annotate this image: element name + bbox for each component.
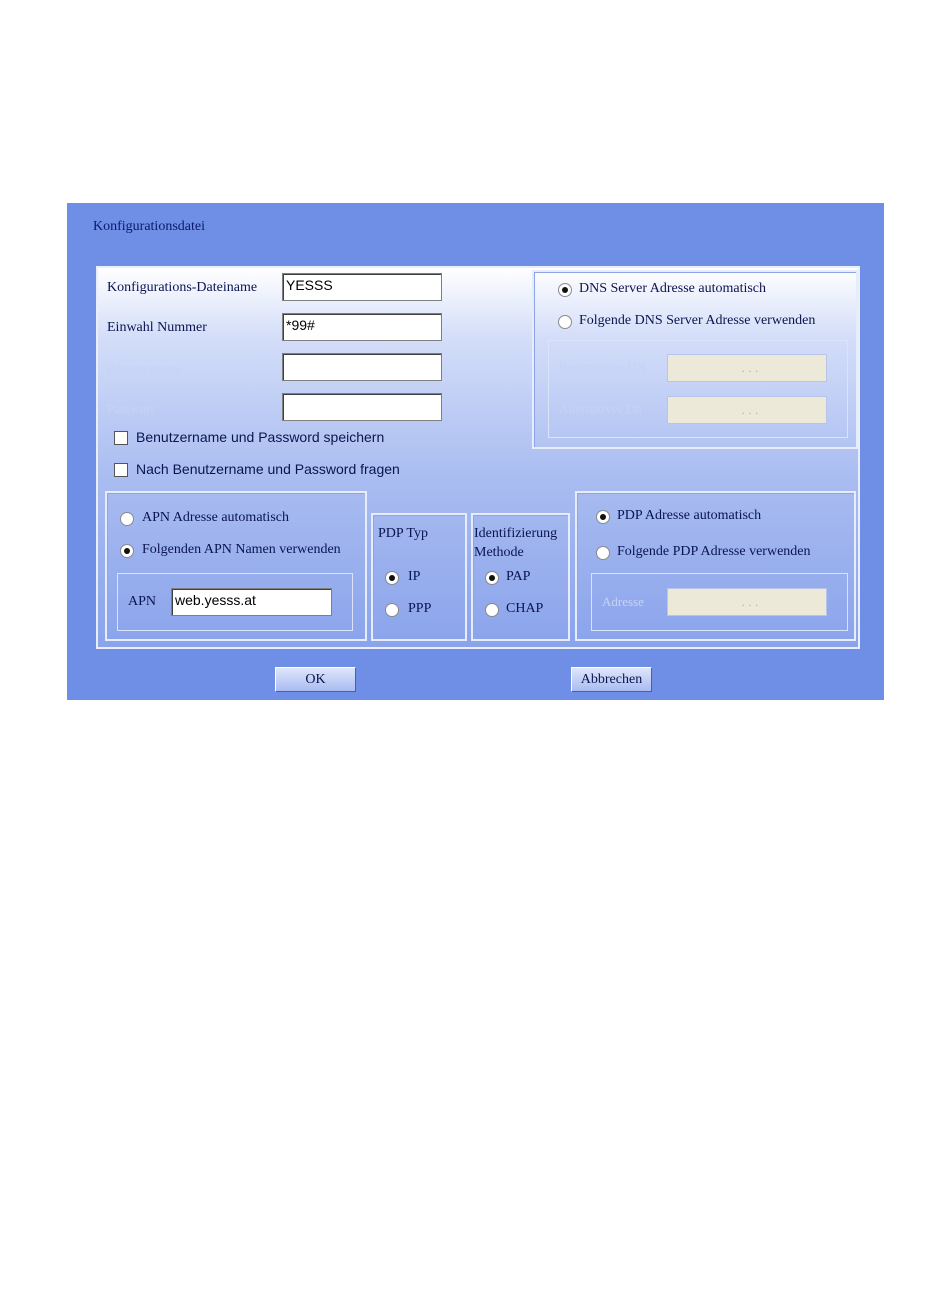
pdp-ppp-label: PPP bbox=[408, 601, 432, 616]
apn-input[interactable]: web.yesss.at bbox=[171, 588, 332, 616]
ok-button[interactable]: OK bbox=[275, 667, 356, 692]
password-input[interactable] bbox=[282, 393, 442, 421]
pdp-address-manual-radio[interactable] bbox=[596, 546, 610, 560]
pdp-type-group bbox=[371, 513, 467, 641]
pdp-ip-label: IP bbox=[408, 569, 421, 584]
apn-label: APN bbox=[128, 594, 157, 609]
dns-auto-label: DNS Server Adresse automatisch bbox=[579, 281, 767, 296]
dns-auto-radio[interactable] bbox=[558, 283, 572, 297]
pdp-ip-radio[interactable] bbox=[385, 571, 399, 585]
pdp-address-auto-label: PDP Adresse automatisch bbox=[617, 508, 762, 523]
config-dialog bbox=[67, 203, 884, 700]
apn-auto-label: APN Adresse automatisch bbox=[142, 510, 289, 525]
pdp-address-input[interactable] bbox=[667, 588, 827, 616]
save-credentials-label: Benutzername und Password speichern bbox=[136, 429, 385, 445]
pdp-address-box bbox=[591, 573, 848, 631]
auth-pap-radio[interactable] bbox=[485, 571, 499, 585]
config-name-label: Konfigurations-Dateiname bbox=[107, 280, 258, 295]
dialog-title: Konfigurationsdatei bbox=[93, 219, 205, 234]
auth-method-group bbox=[471, 513, 570, 641]
cancel-button[interactable]: Abbrechen bbox=[571, 667, 652, 692]
auth-title-line1: Identifizierung bbox=[474, 526, 558, 541]
auth-chap-radio[interactable] bbox=[485, 603, 499, 617]
dns-servers-box bbox=[548, 340, 848, 438]
apn-auto-radio[interactable] bbox=[120, 512, 134, 526]
username-label: Benutzername bbox=[107, 361, 183, 376]
dns-manual-label: Folgende DNS Server Adresse verwenden bbox=[579, 313, 816, 328]
dial-number-input[interactable]: *99# bbox=[282, 313, 442, 341]
pdp-address-label: Adresse bbox=[602, 594, 644, 609]
dns-group bbox=[532, 270, 858, 449]
save-credentials-checkbox[interactable] bbox=[114, 431, 128, 445]
password-label: Passwort bbox=[107, 401, 154, 416]
preferred-dns-dots: . . . bbox=[741, 361, 759, 375]
config-name-input[interactable]: YESSS bbox=[282, 273, 442, 301]
auth-chap-label: CHAP bbox=[506, 601, 544, 616]
auth-pap-label: PAP bbox=[506, 569, 531, 584]
pdp-address-manual-label: Folgende PDP Adresse verwenden bbox=[617, 544, 811, 559]
dial-number-label: Einwahl Nummer bbox=[107, 320, 207, 335]
pdp-address-dots: . . . bbox=[741, 595, 759, 609]
apn-manual-radio[interactable] bbox=[120, 544, 134, 558]
alternative-dns-label: Alternatives Dh bbox=[559, 401, 642, 416]
pdp-ppp-radio[interactable] bbox=[385, 603, 399, 617]
apn-manual-label: Folgenden APN Namen verwenden bbox=[142, 542, 341, 557]
pdp-address-group bbox=[575, 491, 856, 641]
auth-title-line2: Methode bbox=[474, 545, 524, 560]
alternative-dns-input[interactable] bbox=[667, 396, 827, 424]
ask-credentials-checkbox[interactable] bbox=[114, 463, 128, 477]
preferred-dns-input[interactable] bbox=[667, 354, 827, 382]
apn-box bbox=[117, 573, 353, 631]
config-panel bbox=[96, 266, 860, 649]
apn-group bbox=[105, 491, 367, 641]
pdp-address-auto-radio[interactable] bbox=[596, 510, 610, 524]
ask-credentials-label: Nach Benutzername und Password fragen bbox=[136, 461, 400, 477]
pdp-type-title: PDP Typ bbox=[378, 526, 428, 541]
preferred-dns-label: Bevorzugtes DN bbox=[559, 359, 647, 374]
username-input[interactable] bbox=[282, 353, 442, 381]
alternative-dns-dots: . . . bbox=[741, 403, 759, 417]
dns-manual-radio[interactable] bbox=[558, 315, 572, 329]
